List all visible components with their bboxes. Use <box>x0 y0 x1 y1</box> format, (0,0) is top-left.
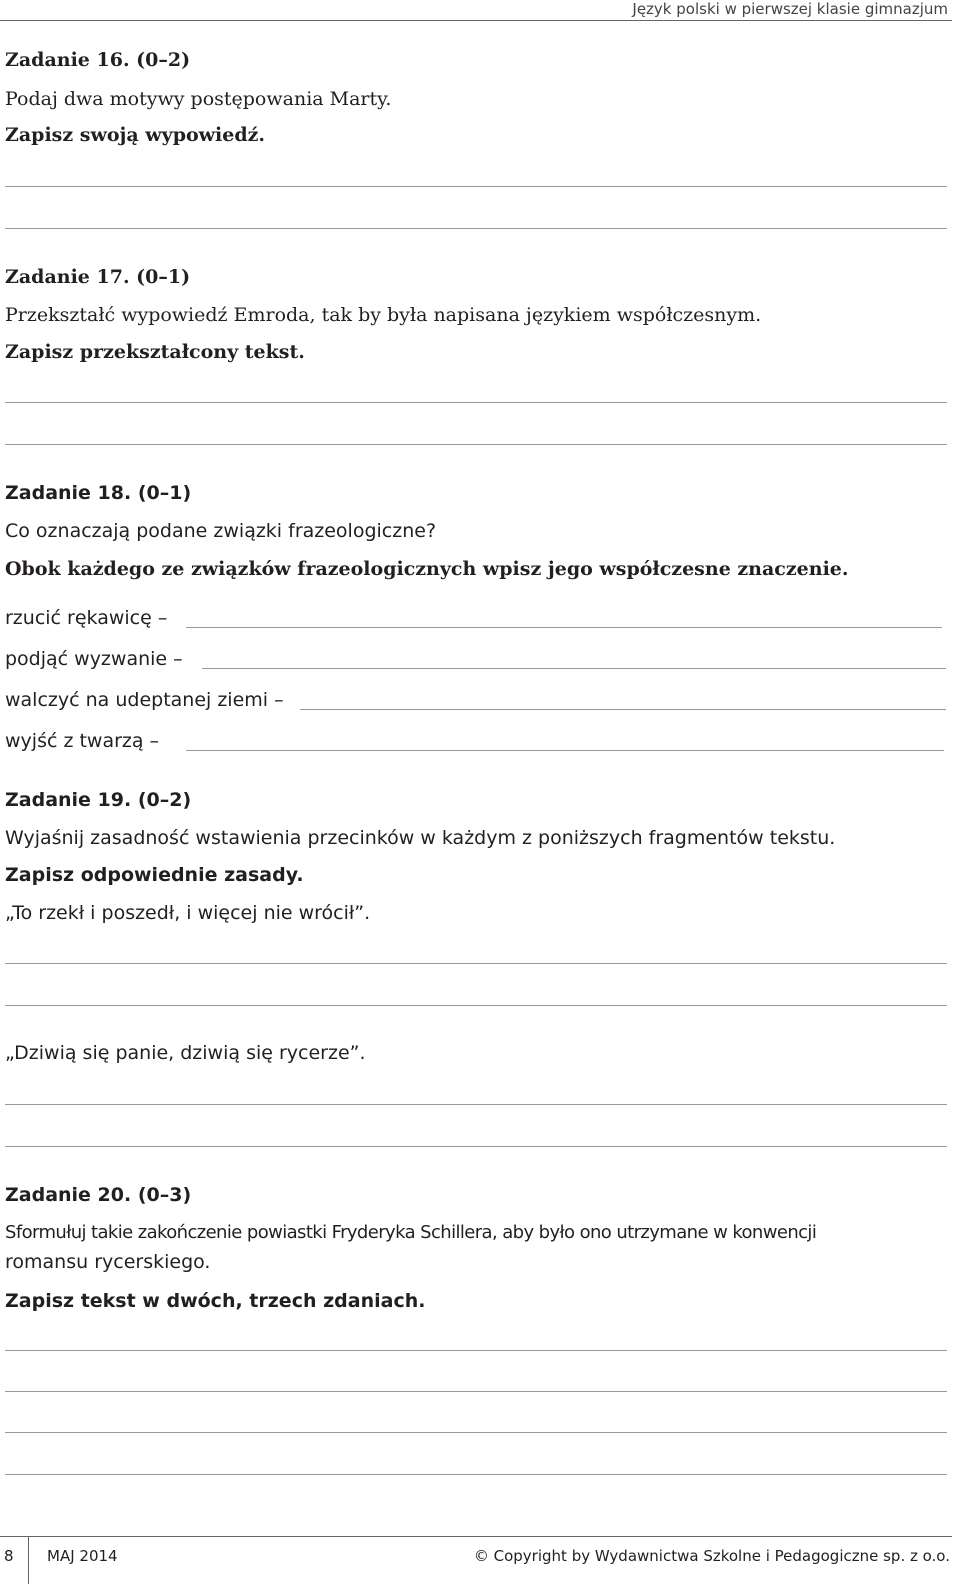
footer-date: MAJ 2014 <box>47 1547 118 1565</box>
page-number: 8 <box>4 1547 14 1565</box>
task16-answer-line-2[interactable] <box>5 228 947 229</box>
task20-answer-line-3[interactable] <box>5 1432 947 1433</box>
task17-command: Zapisz przekształcony tekst. <box>5 341 305 363</box>
task19-title: Zadanie 19. (0–2) <box>5 789 192 811</box>
footer-copyright: © Copyright by Wydawnictwa Szkolne i Pedagogiczne sp. z o.o. <box>473 1547 950 1565</box>
task20-instruction-1: Sformułuj takie zakończenie powiastki Fryderyka Schillera, aby było ono utrzymane w konwencji <box>5 1222 817 1243</box>
task18-instruction: Co oznaczają podane związki frazeologiczne? <box>5 520 437 542</box>
phrase-wyjsc-z-twarza: wyjść z twarzą – <box>5 730 160 752</box>
task20-title: Zadanie 20. (0–3) <box>5 1184 192 1206</box>
task19-answer-line-1[interactable] <box>5 963 947 964</box>
footer-divider <box>0 1536 952 1537</box>
phrase-answer-line-1[interactable] <box>186 627 942 628</box>
phrase-podjac-wyzwanie: podjąć wyzwanie – <box>5 648 183 670</box>
footer-separator <box>28 1536 29 1584</box>
task19-answer-line-3[interactable] <box>5 1104 947 1105</box>
task19-quote-2: „Dziwią się panie, dziwią się rycerze”. <box>5 1042 366 1064</box>
task18-title: Zadanie 18. (0–1) <box>5 482 192 504</box>
task20-answer-line-2[interactable] <box>5 1391 947 1392</box>
task20-command: Zapisz tekst w dwóch, trzech zdaniach. <box>5 1290 426 1312</box>
task16-answer-line-1[interactable] <box>5 186 947 187</box>
phrase-answer-line-3[interactable] <box>300 709 946 710</box>
task20-instruction-2: romansu rycerskiego. <box>5 1251 211 1273</box>
task19-answer-line-2[interactable] <box>5 1005 947 1006</box>
task19-command: Zapisz odpowiednie zasady. <box>5 864 304 886</box>
header-divider <box>0 20 952 21</box>
task16-command: Zapisz swoją wypowiedź. <box>5 124 266 146</box>
task16-instruction: Podaj dwa motywy postępowania Marty. <box>5 88 392 110</box>
running-header: Język polski w pierwszej klasie gimnazjum <box>632 0 948 18</box>
task19-quote-1: „To rzekł i poszedł, i więcej nie wrócił”. <box>5 902 371 924</box>
task19-answer-line-4[interactable] <box>5 1146 947 1147</box>
task19-instruction: Wyjaśnij zasadność wstawienia przecinków w każdym z poniższych fragmentów tekstu. <box>5 827 836 849</box>
phrase-rzucic-rekawice: rzucić rękawicę – <box>5 607 168 629</box>
task16-title: Zadanie 16. (0–2) <box>5 49 191 71</box>
phrase-answer-line-4[interactable] <box>186 750 944 751</box>
task20-answer-line-4[interactable] <box>5 1474 947 1475</box>
task17-title: Zadanie 17. (0–1) <box>5 266 191 288</box>
task17-answer-line-1[interactable] <box>5 402 947 403</box>
task17-answer-line-2[interactable] <box>5 444 947 445</box>
phrase-answer-line-2[interactable] <box>202 668 946 669</box>
task20-answer-line-1[interactable] <box>5 1350 947 1351</box>
task18-command: Obok każdego ze związków frazeologicznych wpisz jego współczesne znaczenie. <box>5 558 849 580</box>
phrase-walczyc-na-udeptanej-ziemi: walczyć na udeptanej ziemi – <box>5 689 284 711</box>
task17-instruction: Przekształć wypowiedź Emroda, tak by była napisana językiem współczesnym. <box>5 304 762 326</box>
